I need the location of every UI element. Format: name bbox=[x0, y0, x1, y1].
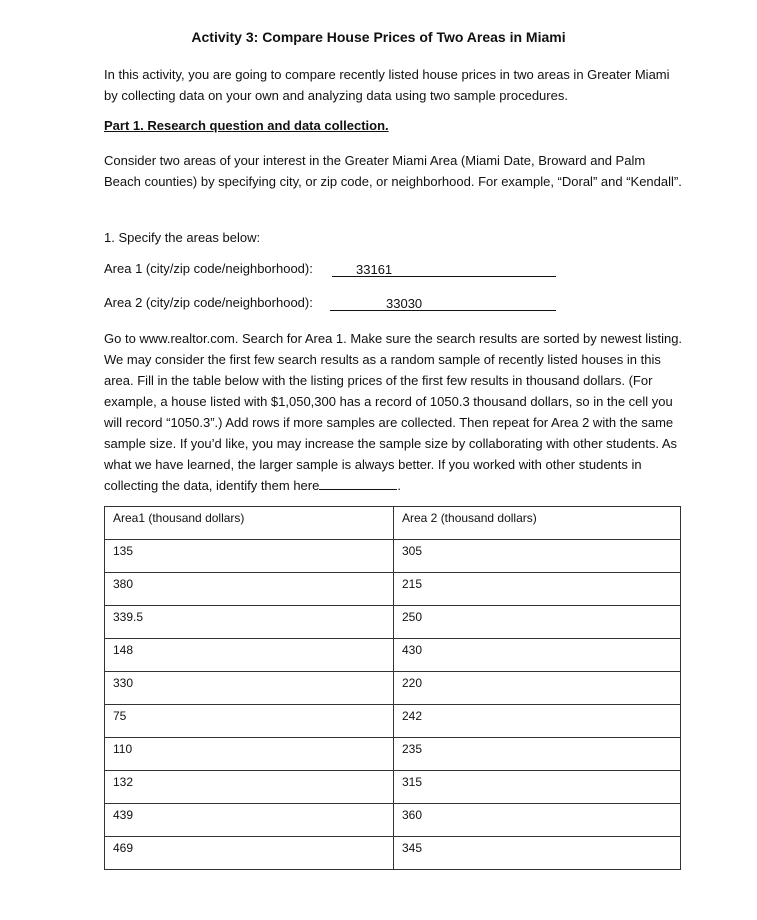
table-row bbox=[105, 672, 681, 705]
area1-label: Area 1 (city/zip code/neighborhood): bbox=[104, 261, 313, 276]
price-table bbox=[104, 506, 681, 870]
area1-price-cell[interactable]: 330 bbox=[105, 672, 394, 705]
header-area2: Area 2 (thousand dollars) bbox=[394, 507, 681, 540]
area2-price-cell[interactable]: 315 bbox=[394, 771, 681, 804]
instructions-period: . bbox=[397, 478, 401, 493]
area2-price-cell[interactable]: 345 bbox=[394, 837, 681, 870]
consider-paragraph: Consider two areas of your interest in the Greater Miami Area (Miami Date, Broward and Palm Beach counties) by specifying city, or zip code, or neighborhood. For example, “Doral” and “Kendall”. bbox=[104, 153, 682, 189]
area2-field[interactable]: 33030 bbox=[330, 296, 556, 311]
table-row bbox=[105, 540, 681, 573]
area1-price-cell[interactable]: 75 bbox=[105, 705, 394, 738]
table-row bbox=[105, 573, 681, 606]
area1-price-cell[interactable]: 469 bbox=[105, 837, 394, 870]
area2-label: Area 2 (city/zip code/neighborhood): bbox=[104, 295, 313, 310]
part1-heading: Part 1. Research question and data collection. bbox=[104, 118, 389, 133]
intro-paragraph: In this activity, you are going to compare recently listed house prices in two areas in Greater Miami by collecting data on your own and analyzing data using two sample procedures. bbox=[104, 67, 670, 103]
instructions-paragraph bbox=[104, 328, 684, 496]
area1-price-cell[interactable]: 439 bbox=[105, 804, 394, 837]
area1-price-cell[interactable]: 380 bbox=[105, 573, 394, 606]
collaborators-blank[interactable] bbox=[319, 477, 397, 490]
area2-price-cell[interactable]: 250 bbox=[394, 606, 681, 639]
area2-price-cell[interactable]: 360 bbox=[394, 804, 681, 837]
area2-price-cell[interactable]: 235 bbox=[394, 738, 681, 771]
area2-price-cell[interactable]: 220 bbox=[394, 672, 681, 705]
area1-price-cell[interactable]: 132 bbox=[105, 771, 394, 804]
specify-areas-prompt: 1. Specify the areas below: bbox=[104, 230, 261, 245]
area1-price-cell[interactable]: 339.5 bbox=[105, 606, 394, 639]
table-row bbox=[105, 639, 681, 672]
table-row bbox=[105, 837, 681, 870]
area2-price-cell[interactable]: 430 bbox=[394, 639, 681, 672]
area2-price-cell[interactable]: 305 bbox=[394, 540, 681, 573]
area1-price-cell[interactable]: 110 bbox=[105, 738, 394, 771]
table-header-row bbox=[105, 507, 681, 540]
area1-price-cell[interactable]: 135 bbox=[105, 540, 394, 573]
instructions-text: Go to www.realtor.com. Search for Area 1. Make sure the search results are sorted by newest listing. We may consider the first few search results as a random sample of recently listed houses in this area. Fill in the table below with the listing prices of the first few results in thousand dollars. (For example, a house listed with $1,050,300 has a record of 1050.3 thousand dollars, so in the cell you will record “1050.3”.) Add rows if more samples are collected. Then repeat for Area 2 with the same sample size. If you’d like, you may increase the sample size by collaborating with other students. As what we have learned, the larger sample is always better. If you worked with other students in collecting the data, identify them here bbox=[104, 331, 683, 493]
header-area1: Area1 (thousand dollars) bbox=[105, 507, 394, 540]
table-row bbox=[105, 738, 681, 771]
table-row bbox=[105, 606, 681, 639]
area1-price-cell[interactable]: 148 bbox=[105, 639, 394, 672]
table-row bbox=[105, 705, 681, 738]
table-row bbox=[105, 804, 681, 837]
area2-price-cell[interactable]: 215 bbox=[394, 573, 681, 606]
table-row bbox=[105, 771, 681, 804]
area2-price-cell[interactable]: 242 bbox=[394, 705, 681, 738]
area1-field[interactable]: 33161 bbox=[332, 262, 556, 277]
page-title: Activity 3: Compare House Prices of Two Areas in Miami bbox=[191, 29, 566, 45]
